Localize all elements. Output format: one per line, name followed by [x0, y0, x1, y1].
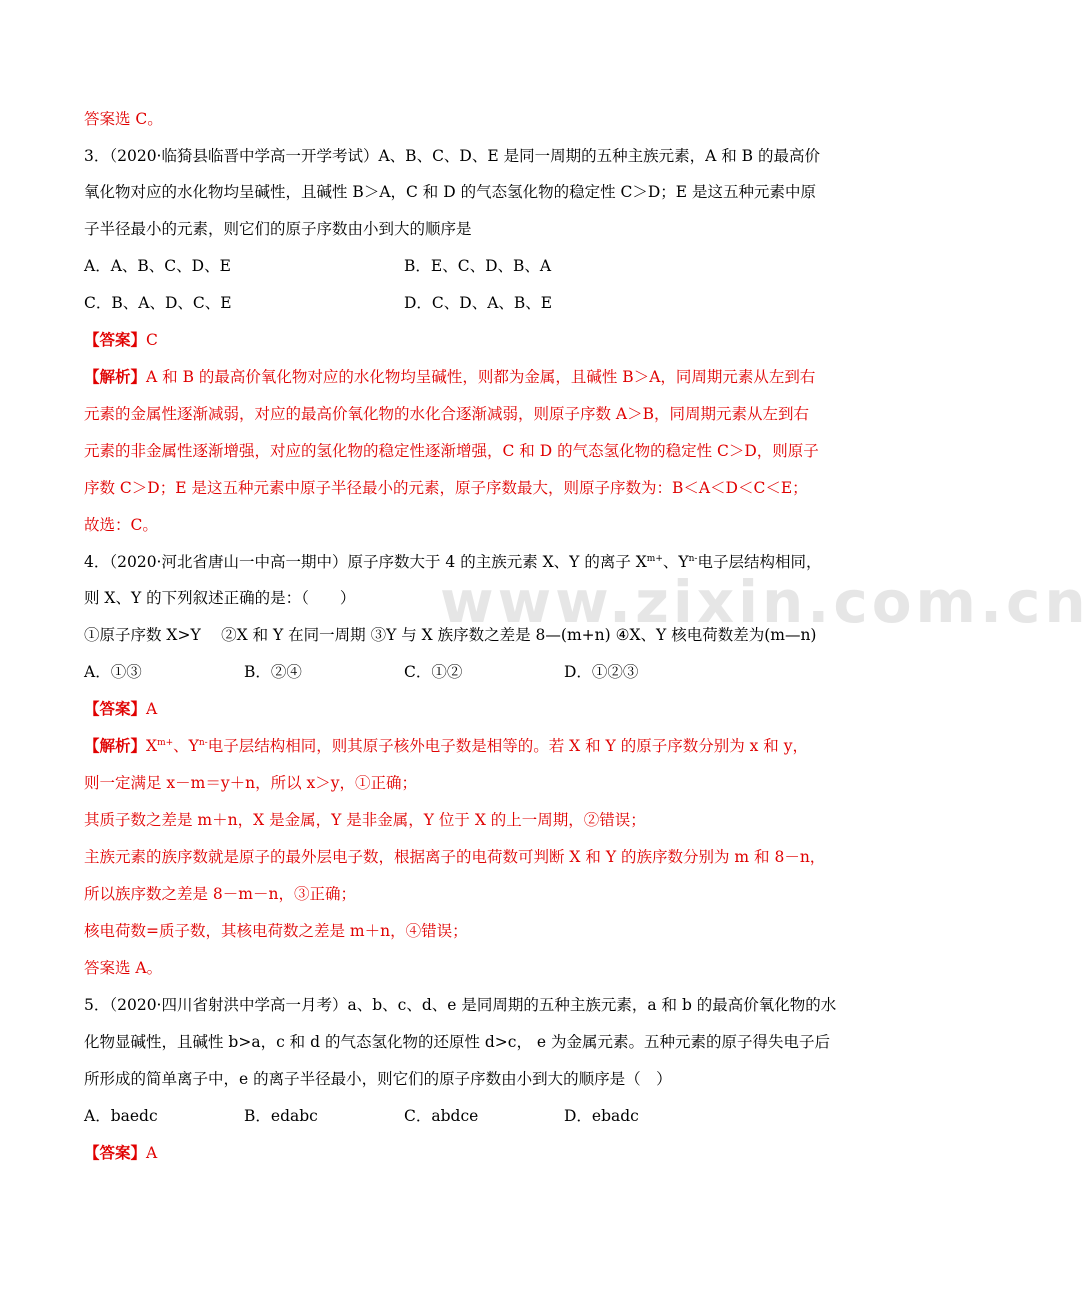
text-run: 则 X、Y 的下列叙述正确的是：（ ） [84, 589, 356, 607]
text-run: A [146, 700, 158, 718]
watermark: www.zixin.com.cn [440, 568, 1090, 636]
text-line-4 [84, 219, 472, 239]
text-line-9 [84, 404, 809, 424]
text-line-27 [84, 1069, 672, 1089]
option-text: D．C、D、A、B、E [404, 294, 553, 312]
text-line-29 [84, 1143, 157, 1163]
text-run: 答案选 C。 [84, 110, 163, 128]
text-run: 所以族序数之差是 8－m－n，③正确； [84, 885, 356, 903]
text-run: 则一定满足 x－m＝y＋n，所以 x＞y，①正确； [84, 774, 418, 792]
option-text: B．edabc [244, 1107, 318, 1125]
text-run: 其质子数之差是 m＋n，X 是金属，Y 是非金属，Y 位于 X 的上一周期，②错误； [84, 811, 646, 829]
text-line-8 [84, 367, 815, 387]
option-text: B．E、C、D、B、A [404, 257, 552, 275]
text-run: 元素的非金属性逐渐增强，对应的氢化物的稳定性逐渐增强，C 和 D 的气态氢化物的稳定性 C＞D，则原子 [84, 442, 819, 460]
text-line-11 [84, 478, 808, 498]
option-text: D．ebadc [564, 1107, 639, 1125]
text-run: 、Y [173, 737, 199, 755]
text-line-22 [84, 884, 356, 904]
option-text: A．baedc [84, 1107, 158, 1125]
option-text: C．B、A、D、C、E [84, 294, 232, 312]
text-line-10 [84, 441, 819, 461]
text-run: 5．（2020·四川省射洪中学高一月考）a、b、c、d、e 是同周期的五种主族元素，a 和 b 的最高价氧化物的水 [84, 996, 837, 1014]
text-line-15 [84, 625, 816, 645]
text-line-3 [84, 182, 816, 202]
text-line-23 [84, 921, 468, 941]
text-run: 元素的金属性逐渐减弱，对应的最高价氧化物的水化合逐渐减弱，则原子序数 A＞B，同周期元素从左到右 [84, 405, 810, 423]
option-text: B．②④ [244, 663, 302, 681]
text-line-14 [84, 588, 355, 608]
text-run: 子半径最小的元素，则它们的原子序数由小到大的顺序是 [84, 220, 472, 238]
text-line-7 [84, 330, 158, 350]
text-line-12 [84, 515, 158, 535]
ion-charge-superscript: m+ [157, 738, 174, 748]
text-run: 故选：C。 [84, 516, 158, 534]
option-text: C．①② [404, 663, 463, 681]
text-line-2 [84, 146, 820, 166]
ion-charge-superscript: n- [198, 738, 208, 748]
option-text: C．abdce [404, 1107, 479, 1125]
text-run: 氧化物对应的水化物均呈碱性，且碱性 B＞A，C 和 D 的气态氢化物的稳定性 C＞D；E 是这五种元素中原 [84, 183, 817, 201]
ion-charge-superscript: m+ [646, 554, 663, 564]
text-line-1 [84, 109, 163, 129]
text-line-20 [84, 810, 646, 830]
text-run: 所形成的简单离子中，e 的离子半径最小，则它们的原子序数由小到大的顺序是（ ） [84, 1070, 672, 1088]
answer-label: 【答案】 [84, 330, 147, 349]
text-line-24 [84, 958, 162, 978]
answer-label: 【答案】 [84, 1143, 147, 1162]
text-run: 、Y [662, 553, 689, 571]
text-line-26 [84, 1032, 830, 1052]
text-line-18 [84, 736, 808, 756]
answer-label: 【答案】 [84, 699, 147, 718]
ion-charge-superscript: n- [688, 554, 698, 564]
text-run: ①原子序数 X>Y ②X 和 Y 在同一周期 ③Y 与 X 族序数之差是 8—(m+n) ④X、Y 核电荷数差为(m—n) [84, 626, 817, 644]
text-run: 化物显碱性，且碱性 b>a，c 和 d 的气态氢化物的还原性 d>c， e 为金属元素。五种元素的原子得失电子后 [84, 1033, 831, 1051]
text-run: 4．（2020·河北省唐山一中高一期中）原子序数大于 4 的主族元素 X、Y 的离子 X [84, 553, 647, 571]
text-run: 电子层结构相同， [697, 553, 822, 571]
text-run: 3．（2020·临猗县临晋中学高一开学考试）A、B、C、D、E 是同一周期的五种主族元素，A 和 B 的最高价 [84, 147, 820, 165]
text-line-19 [84, 773, 417, 793]
text-run: A [146, 1144, 158, 1162]
text-line-21 [84, 847, 825, 867]
option-text: A．A、B、C、D、E [84, 257, 231, 275]
text-run: C [146, 331, 158, 349]
text-line-13 [84, 552, 821, 572]
text-line-17 [84, 699, 157, 719]
text-run: 电子层结构相同，则其原子核外电子数是相等的。若 X 和 Y 的原子序数分别为 x 和 y， [207, 737, 808, 755]
text-run: 序数 C＞D；E 是这五种元素中原子半径最小的元素，原子序数最大，则原子序数为：B＜A＜D＜C＜E； [84, 479, 808, 497]
text-run: 答案选 A。 [84, 959, 163, 977]
option-text: D．①②③ [564, 663, 639, 681]
analysis-label: 【解析】 [84, 367, 147, 386]
text-run: 主族元素的族序数就是原子的最外层电子数，根据离子的电荷数可判断 X 和 Y 的族序数分别为 m 和 8－n， [84, 848, 826, 866]
text-run: X [146, 737, 158, 755]
analysis-label: 【解析】 [84, 736, 147, 755]
text-line-25 [84, 995, 836, 1015]
option-text: A．①③ [84, 663, 142, 681]
text-run: 核电荷数=质子数，其核电荷数之差是 m＋n，④错误； [84, 922, 468, 940]
text-run: A 和 B 的最高价氧化物对应的水化物均呈碱性，则都为金属，且碱性 B＞A，同周期元素从左到右 [146, 368, 816, 386]
